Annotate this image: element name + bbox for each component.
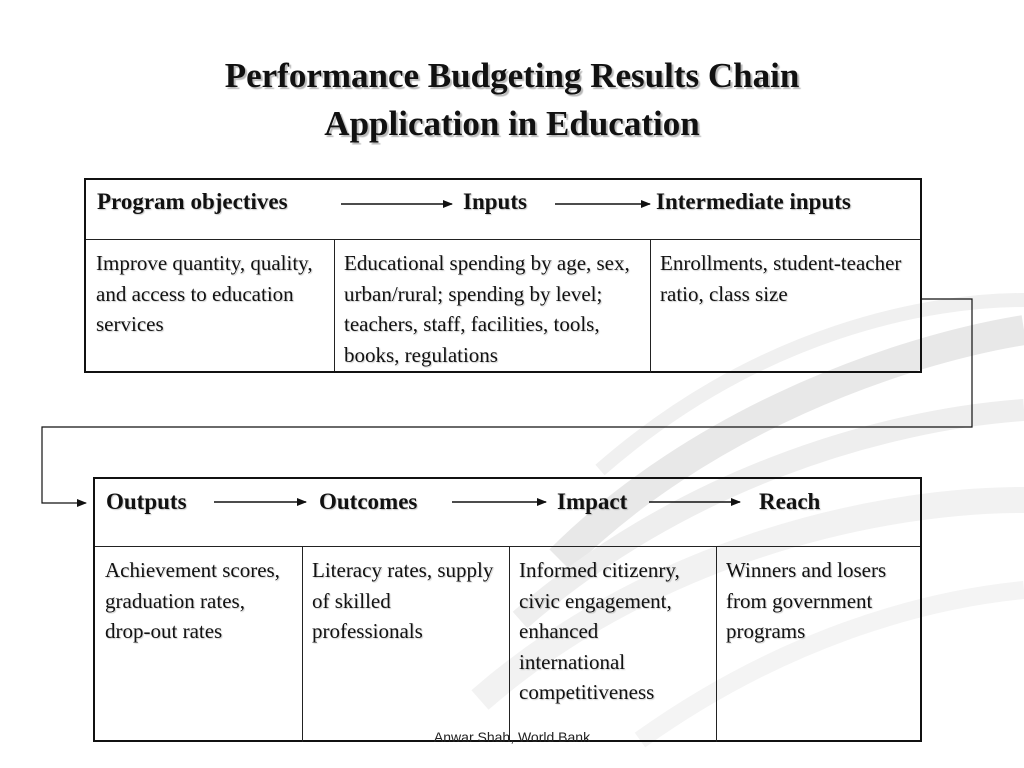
header-inputs: Inputs: [463, 189, 527, 214]
cell-program-objectives: Improve quantity, quality, and access to education services: [96, 251, 313, 336]
cell-outcomes: Literacy rates, supply of skilled professionals: [312, 558, 494, 643]
header-program-objectives: Program objectives: [97, 189, 288, 214]
cell-intermediate-inputs: Enrollments, student-teacher ratio, class size: [660, 251, 902, 306]
cell-reach: Winners and losers from government programs: [726, 558, 887, 643]
header-reach: Reach: [759, 489, 821, 514]
title-line-1: Performance Budgeting Results Chain: [224, 56, 800, 95]
footer-credit: Anwar Shah, World Bank: [433, 729, 591, 745]
cell-inputs: Educational spending by age, sex, urban/rural; spending by level; teachers, staff, facilities, tools, books, regulations: [334, 240, 650, 373]
cell-impact: Informed citizenry, civic engagement, enhanced international competitiveness: [519, 558, 680, 704]
cell-outputs: Achievement scores, graduation rates, drop-out rates: [105, 558, 280, 643]
title-line-2: Application in Education: [324, 104, 700, 143]
header-impact: Impact: [557, 489, 628, 514]
slide-title: [0, 52, 1024, 148]
header-outputs: Outputs: [106, 489, 187, 514]
header-outcomes: Outcomes: [319, 489, 418, 514]
header-intermediate-inputs: Intermediate inputs: [656, 189, 851, 214]
bottom-results-table: [93, 477, 922, 742]
top-results-table: [84, 178, 922, 373]
